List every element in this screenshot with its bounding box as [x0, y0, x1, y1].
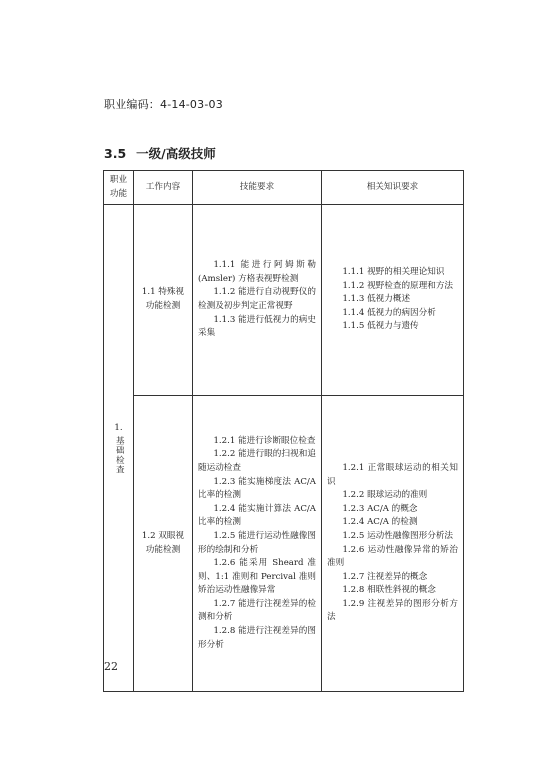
table-row [104, 205, 464, 396]
knowledge-item: 1.2.7 注视差异的概念 [342, 571, 428, 582]
knowledge-item: 1.2.3 AC/A 的概念 [342, 503, 418, 514]
knowledge-item: 1.2.1 正常眼球运动的相关知识 [327, 462, 458, 487]
knowledge-cell [322, 396, 464, 692]
header-skill-requirements: 技能要求 [193, 171, 322, 205]
skill-item: 1.2.7 能进行注视差异的检测和分析 [198, 598, 316, 623]
work-content-cell: 1.1 特殊视功能检测 [134, 205, 193, 396]
section-name: 一级/高级技师 [136, 146, 216, 161]
knowledge-item: 1.1.3 低视力概述 [342, 294, 411, 305]
header-work-content: 工作内容 [134, 171, 193, 205]
skill-cell [193, 205, 322, 396]
knowledge-item: 1.2.6 运动性融像异常的矫治准则 [327, 544, 458, 569]
skill-item: 1.1.3 能进行低视力的病史采集 [198, 314, 316, 339]
table-row [104, 396, 464, 692]
knowledge-item: 1.2.9 注视差异的图形分析方法 [327, 598, 458, 623]
knowledge-cell [322, 205, 464, 396]
skill-item: 1.1.1 能进行阿姆斯勒(Amsler) 方格表视野检测 [198, 260, 316, 284]
knowledge-item: 1.2.8 相联性斜视的概念 [342, 585, 436, 596]
occupation-code: 职业编码：4-14-03-03 [104, 98, 223, 111]
header-knowledge-requirements: 相关知识要求 [322, 171, 464, 205]
skill-item: 1.2.3 能实施梯度法 AC/A 比率的检测 [198, 476, 316, 501]
section-number: 3.5 [104, 146, 127, 161]
knowledge-item: 1.2.4 AC/A 的检测 [342, 517, 418, 528]
knowledge-item: 1.1.1 视野的相关理论知识 [342, 267, 445, 278]
skill-item: 1.2.4 能实施计算法 AC/A 比率的检测 [198, 503, 316, 528]
skill-item: 1.2.1 能进行诊断眼位检查 [213, 435, 316, 446]
skill-cell [193, 396, 322, 692]
skill-item: 1.2.2 能进行眼的扫视和追随运动检查 [198, 449, 316, 473]
header-function: 职业 功能 [104, 171, 134, 205]
knowledge-item: 1.1.5 低视力与遗传 [342, 321, 419, 332]
work-content-cell: 1.2 双眼视功能检测 [134, 396, 193, 692]
skill-item: 1.2.5 能进行运动性融像图形的绘制和分析 [198, 530, 316, 555]
section-title [104, 144, 216, 162]
skill-item: 1.2.6 能采用 Sheard 准则、1:1 准则和 Percival 准则矫治运动性融像异常 [198, 558, 316, 596]
page-number: 22 [104, 660, 118, 673]
knowledge-item: 1.1.4 低视力的病因分析 [342, 307, 436, 318]
function-name: 基础检查 [114, 435, 125, 474]
knowledge-item: 1.2.2 眼球运动的准则 [342, 490, 428, 501]
knowledge-item: 1.1.2 视野检查的原理和方法 [342, 280, 454, 291]
knowledge-item: 1.2.5 运动性融像图形分析法 [342, 530, 454, 541]
table-header-row [104, 171, 464, 205]
function-cell [104, 205, 134, 692]
skill-item: 1.2.8 能进行注视差异的图形分析 [198, 626, 316, 650]
requirements-table [103, 170, 464, 692]
skill-item: 1.1.2 能进行自动视野仪的检测及初步判定正常视野 [198, 287, 316, 311]
function-number: 1. [114, 423, 123, 433]
